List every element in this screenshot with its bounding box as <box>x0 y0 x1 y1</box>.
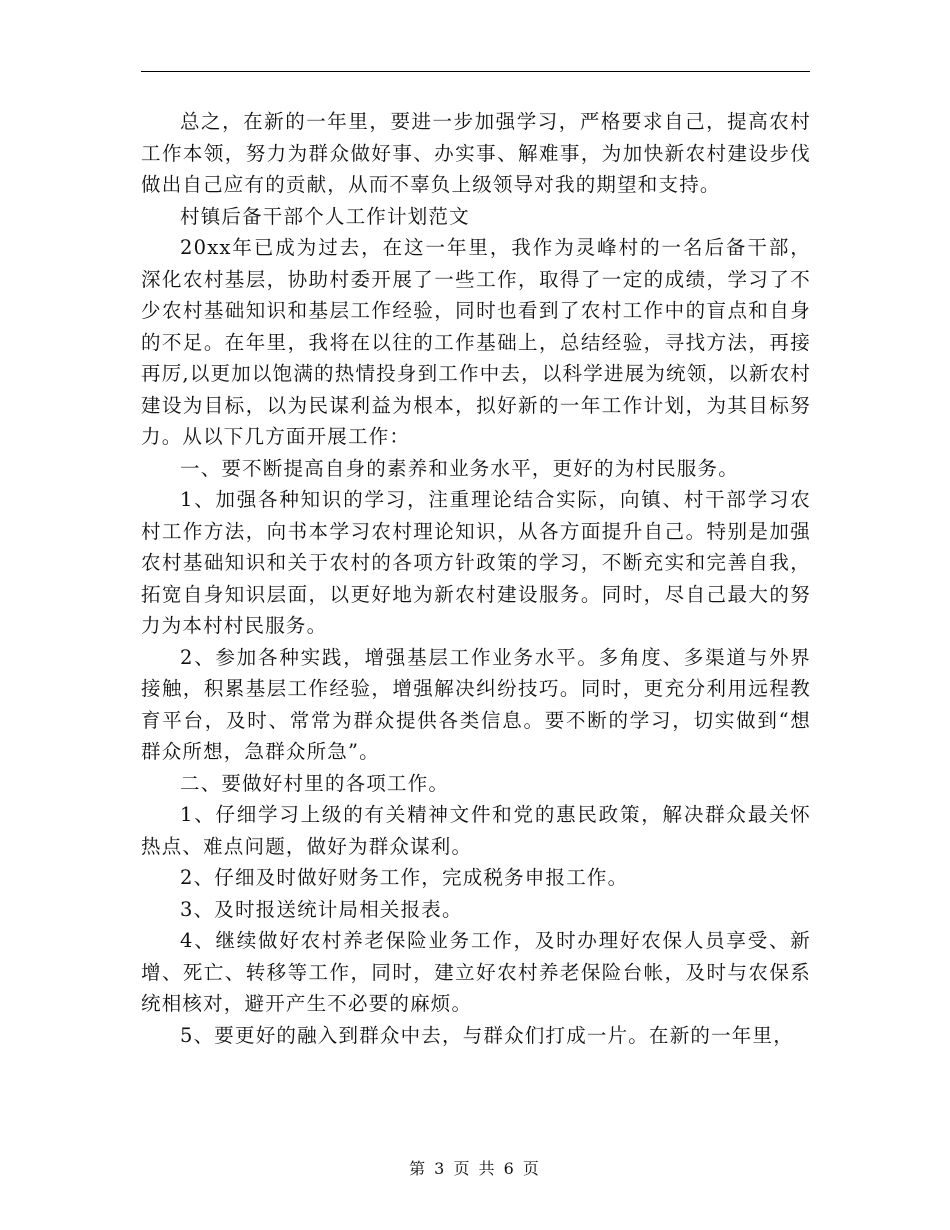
document-body <box>141 106 811 1051</box>
heading-part-two: 二、要做好村里的各项工作。 <box>180 771 450 795</box>
paragraph-item-b4: 4、继续做好农村养老保险业务工作，及时办理好农保人员享受、新增、死亡、转移等工作，同时，建立好农村养老保险台帐，及时与农保系统相核对，避开产生不必要的麻烦。 <box>141 929 811 1015</box>
paragraph-item-b3: 3、及时报送统计局相关报表。 <box>180 897 463 921</box>
page-number-footer: 第 3 页 共 6 页 <box>409 1159 541 1178</box>
paragraph-intro: 20xx年已成为过去，在这一年里，我作为灵峰村的一名后备干部，深化农村基层，协助村委开展了一些工作，取得了一定的成绩，学习了不少农村基础知识和基层工作经验，同时也看到了农村工作中的盲点和自身的不足。在年里，我将在以往的工作基础上，总结经验，寻找方法，再接再厉,以更加以饱满的热情投身到工作中去，以科学进展为统领，以新农村建设为目标，以为民谋利益为根本，拟好新的一年工作计划，为其目标努力。从以下几方面开展工作： <box>141 236 811 448</box>
paragraph-item-1: 1、加强各种知识的学习，注重理论结合实际，向镇、村干部学习农村工作方法，向书本学习农村理论知识，从各方面提升自己。特别是加强农村基础知识和关于农村的各项方针政策的学习，不断充实和完善自我，拓宽自身知识层面，以更好地为新农村建设服务。同时，尽自己最大的努力为本村村民服务。 <box>141 488 811 637</box>
header-rule <box>141 71 810 72</box>
paragraph-conclusion: 总之，在新的一年里，要进一步加强学习，严格要求自己，提高农村工作本领，努力为群众做好事、办实事、解难事，为加快新农村建设步伐做出自己应有的贡献，从而不辜负上级领导对我的期望和支持。 <box>141 110 811 196</box>
heading-part-one: 一、要不断提高自身的素养和业务水平，更好的为村民服务。 <box>180 456 739 480</box>
paragraph-item-b2: 2、仔细及时做好财务工作，完成税务申报工作。 <box>180 866 629 889</box>
paragraph-item-b5: 5、要更好的融入到群众中去，与群众们打成一片。在新的一年里， <box>180 1023 794 1047</box>
paragraph-item-b1: 1、仔细学习上级的有关精神文件和党的惠民政策，解决群众最关怀热点、难点问题，做好为群众谋利。 <box>141 803 811 858</box>
paragraph-item-2: 2、参加各种实践，增强基层工作业务水平。多角度、多渠道与外界接触，积累基层工作经验，增强解决纠纷技巧。同时，更充分利用远程教育平台，及时、常常为群众提供各类信息。要不断的学习，切实做到“想群众所想，急群众所急”。 <box>141 645 811 763</box>
section-title: 村镇后备干部个人工作计划范文 <box>180 204 470 228</box>
